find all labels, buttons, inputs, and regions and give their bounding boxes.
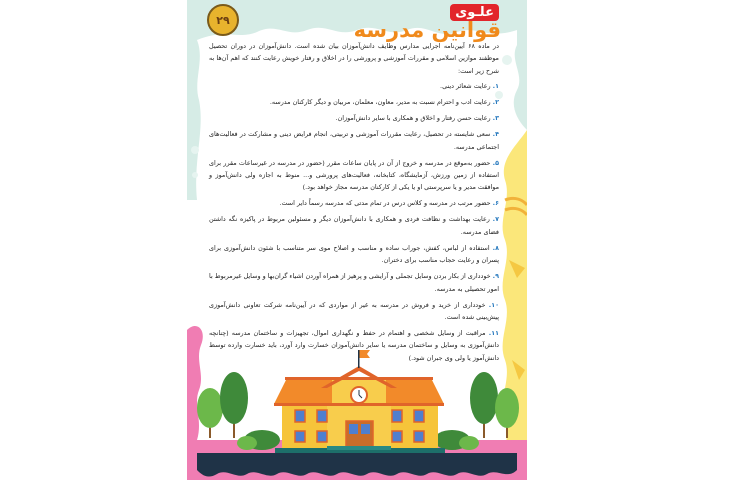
rule-item: ۹. خودداری از بکار بردن وسایل تجملی و آرایشی و پرهیز از همراه آوردن اشیاء گران‌بها و وسایل غیرمربوط با امور تحصیلی به مدرسه. xyxy=(209,272,499,293)
rule-item: ۷. رعایت بهداشت و نظافت فردی و همکاری با دانش‌آموزان دیگر و مسئولین مربوط در پاکیزه نگه داشتن فضای مدرسه. xyxy=(209,215,499,236)
rule-item: ۳. رعایت حسن رفتار و اخلاق و همکاری با سایر دانش‌آموزان. xyxy=(335,114,499,123)
rule-item: ۵. حضور به‌موقع در مدرسه و خروج از آن در پایان ساعات مقرر (حضور در مدرسه در غیرساعات مقرر برای استفاده از زمین ورزش، آزمایشگاه، کتابخانه، فعالیت‌های پرورشی و... منوط به اجازه ولی دانش‌آموز و موافقت مدیر و یا سرپرستی او یا یکی از کارکنان مدرسه مجاز خواهد بود.) xyxy=(209,158,499,192)
rule-item: ۱۱. مراقبت از وسایل شخصی و اهتمام در حفظ و نگهداری اموال، تجهیزات و ساختمان مدرسه (چنانچه دانش‌آموزی به وسایل و ساختمان مدرسه یا سایر دانش‌آموزان خسارت وارد آورد، باید خسارت وارده توسط دانش‌آموز یا ولی وی جبران شود.) xyxy=(209,329,499,362)
grade-label: علـوی xyxy=(450,4,499,21)
document-page xyxy=(187,0,527,480)
rule-item: ۱۰. خودداری از خرید و فروش در مدرسه به غیر از مواردی که در آیین‌نامه شرکت تعاونی دانش‌آموزی پیش‌بینی شده است. xyxy=(209,300,499,322)
school-building-illustration xyxy=(187,328,527,480)
page-title: قوانین مدرسه xyxy=(353,18,501,42)
rule-item: ۱. رعایت شعائر دینی. xyxy=(440,82,499,91)
rule-item: ۸. استفاده از لباس، کفش، جوراب ساده و مناسب و اصلاح موی سر متناسب با شئون دانش‌آموزی برای پسران و رعایت حجاب مناسب برای دختران. xyxy=(209,243,499,265)
rule-item: ۴. سعی شایسته در تحصیل، رعایت مقررات آموزشی و تربیتی، انجام فرایض دینی و مشارکت در فعالیت‌های اجتماعی مدرسه. xyxy=(209,130,499,151)
intro-paragraph: در ماده ۶۸ آیین‌نامه اجرایی مدارس وظایف دانش‌آموزان بیان شده است. دانش‌آموزان در دوران تحصیل موظفند موازین اسلامی و مقررات آموزشی و پرورشی را در اخلاق و رفتار خویش رعایت کنند که اهم آن‌ها به شرح زیر است: xyxy=(209,42,499,75)
rule-item: ۲. رعایت ادب و احترام نسبت به مدیر، معاون، معلمان، مربیان و دیگر کارکنان مدرسه. xyxy=(269,98,499,107)
page-number-badge: ۲۹ xyxy=(207,4,239,36)
rule-item: ۶. حضور مرتب در مدرسه و کلاس درس در تمام مدتی که مدرسه رسماً دایر است. xyxy=(279,199,499,208)
rules-content xyxy=(209,40,499,368)
